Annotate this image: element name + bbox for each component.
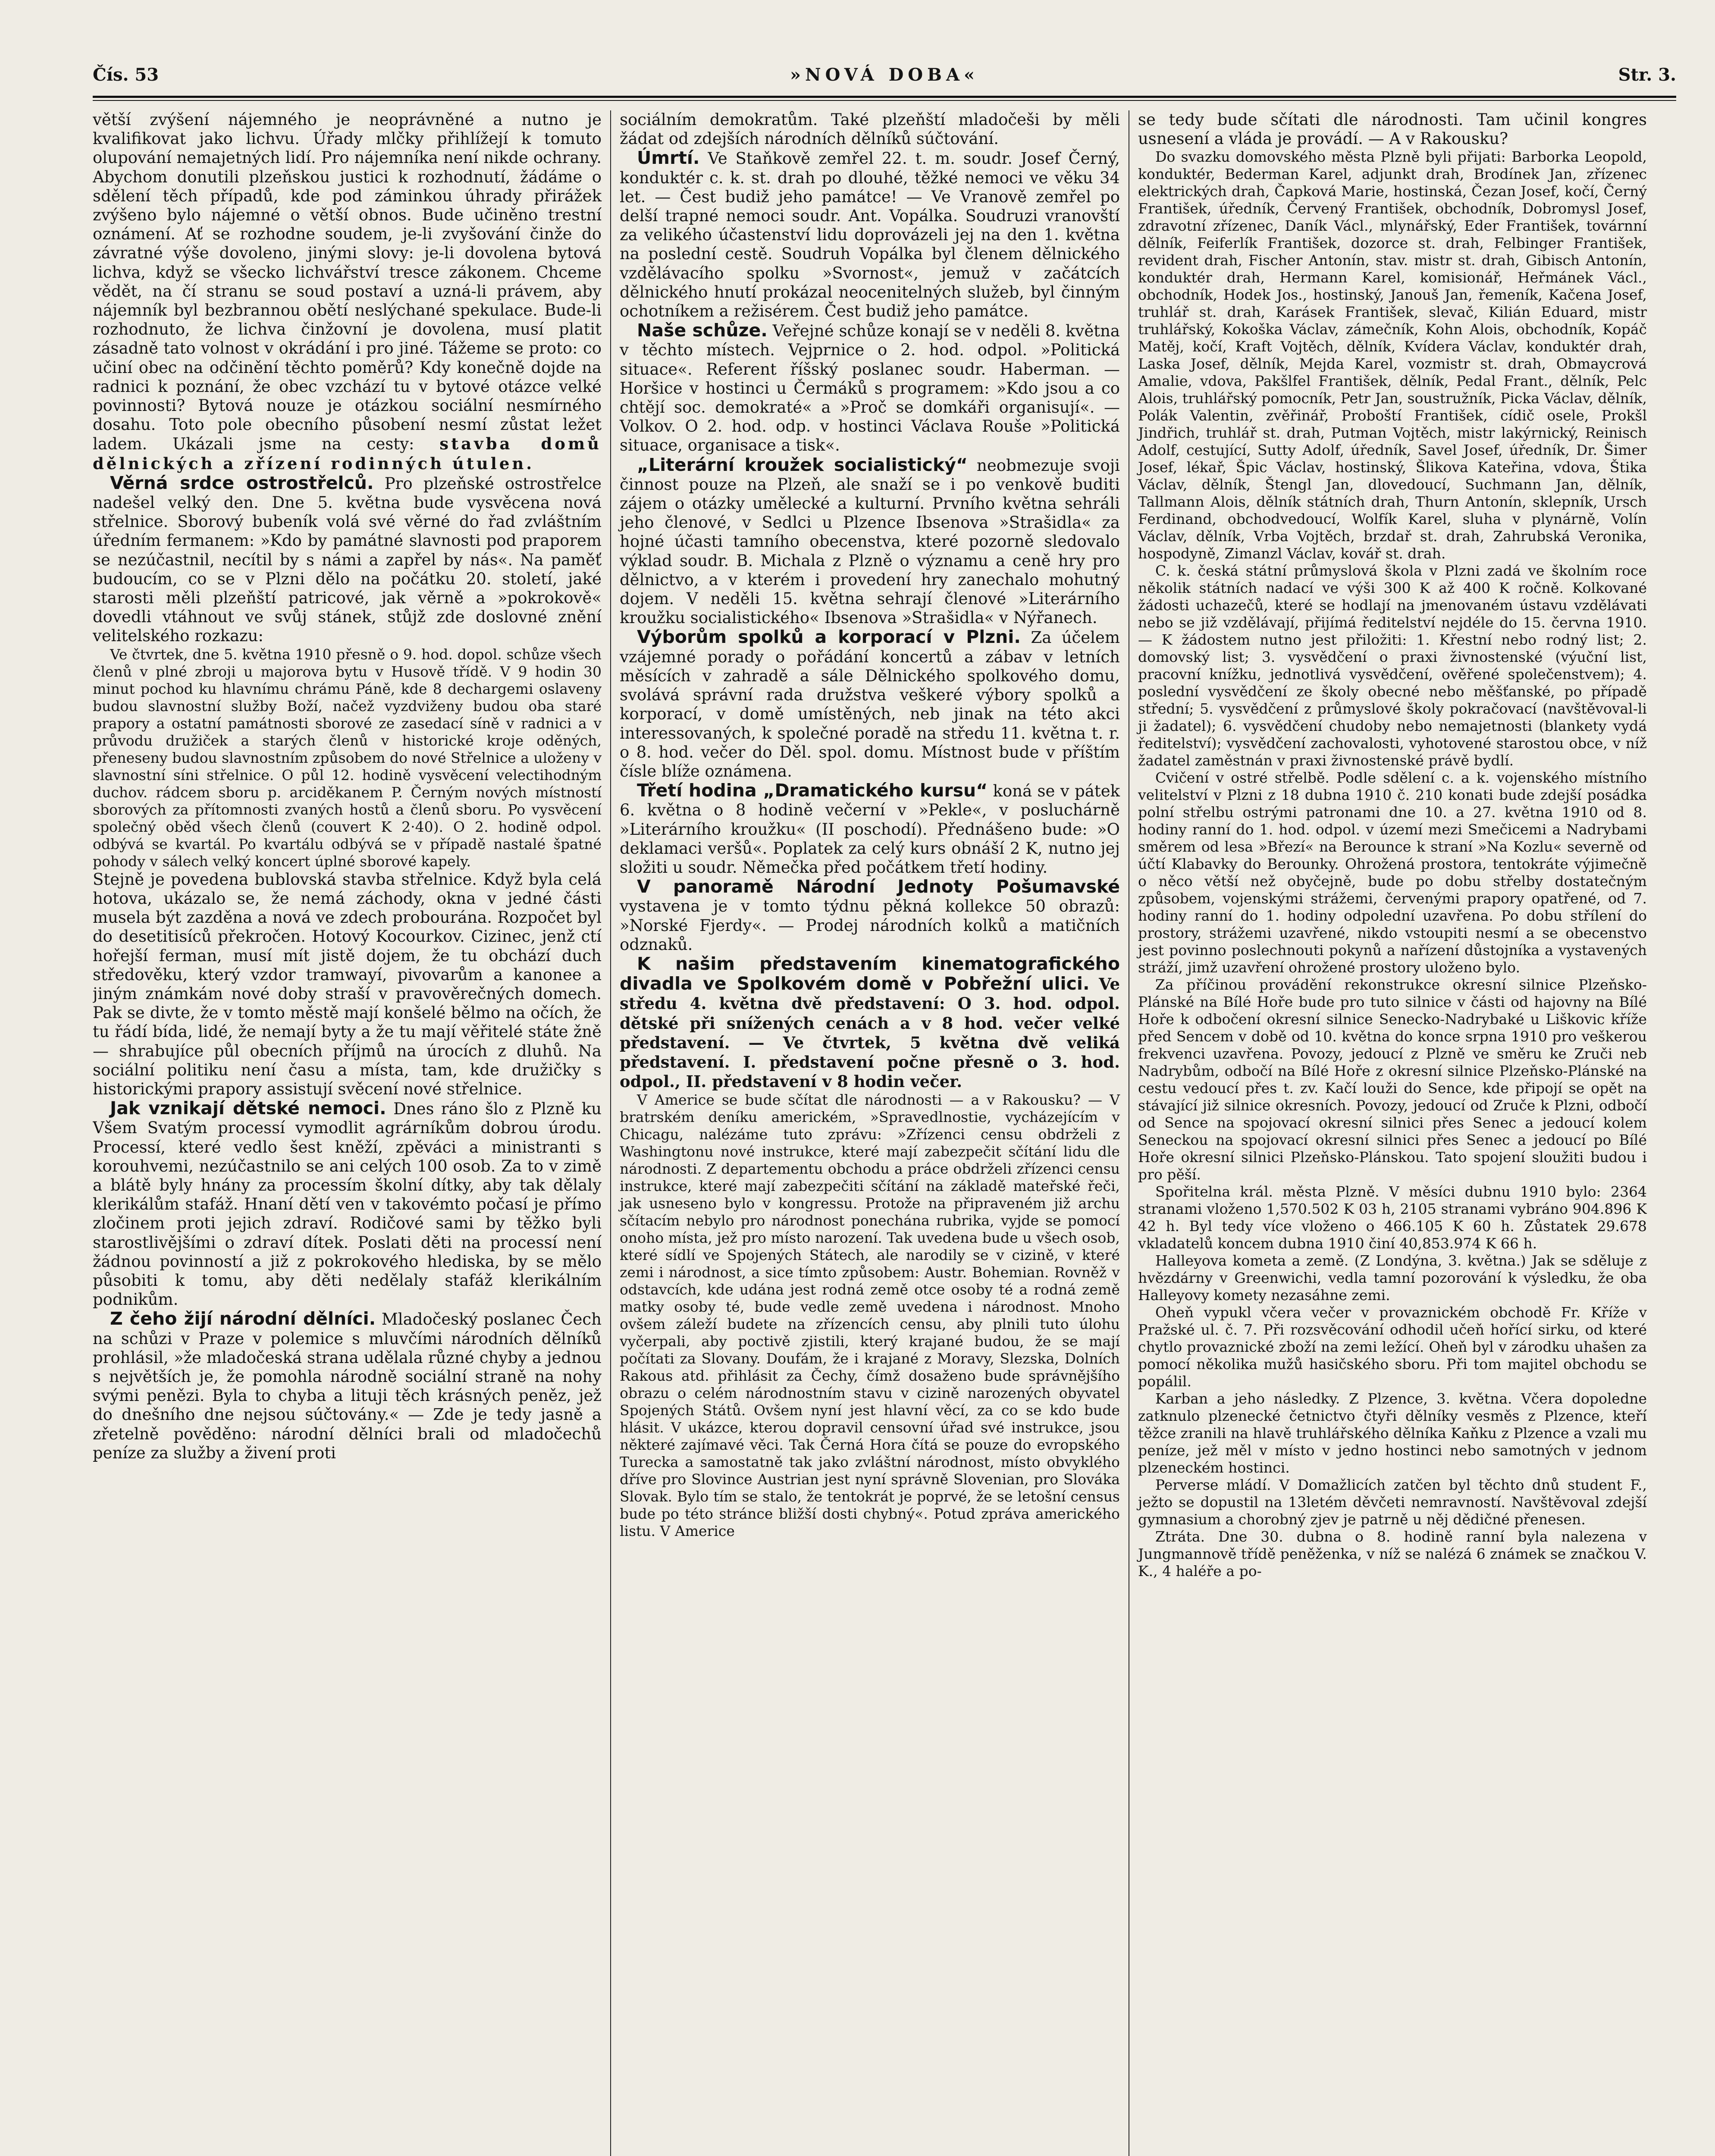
article-paragraph: Třetí hodina „Dramatického kursu“ koná se v pátek 6. května o 8 hodině večerní v »Pekle«, v posluchárně »Literárního kroužku« (II poschodí). Přednášeno bude: »O deklamaci veršů«. Poplatek za celý kurs obnáší 2 K, nutno jej složiti u soudr. Němečka před počátkem třetí hodiny.	[620, 780, 1120, 877]
header-rule-thin	[93, 100, 1676, 101]
article-paragraph: C. k. česká státní průmyslová škola v Plzni zadá ve školním roce několik státních nadací ve výši 300 K až 400 K ročně. Kolkované žádosti uchazečů, které se hodlají na jmenovaném ústavu vzdělávati nebo se již vzdělávají, přijímá ředitelství nejdéle do 15. června 1910. — K žádostem nutno jest přiložiti: 1. Křestní nebo rodný list; 2. domovský list; 3. vysvědčení o praxi živnostenské (výuční list, pracovní knížku, jednotlivá vysvědčení, ověřené společenstvem); 4. poslední vysvědčení ze školy obecné nebo měšťanské, po případě střední; 5. vysvědčení z průmyslové školy pokračovací (navštěvoval-li ji žadatel); 6. vysvědčení chudoby nebo nemajetnosti (blankety vydá ředitelství); vysvědčení zachovalosti, vyhotovené starostou obce, v níž žadatel zaměstnán v praxi živnostenské právě bydlí.	[1138, 562, 1647, 769]
article-paragraph: Stejně je povedena bublovská stavba střelnice. Když byla celá hotova, ukázalo se, že nemá záchody, okna v jedné části musela být zazděna a nová ve zdech probourána. Rozpočet byl do desetitisíců překročen. Hotový Kocourkov. Cizinec, jenž ctí hořejší ferman, musí mít jistě dojem, že tu obchází duch středověku, který vzdor tramwayí, pivovarům a kanonee a jiným známkám nové doby straší v pravověrečných domech. Pak se divte, že v tomto městě mají konšelé bělmo na očích, že tu řádí bída, lidé, že nemají byty a že tu mají věřitelé státe žně — shrabujíce půl obecních příjmů na úrocích z dluhů. Na sociální politiku není času a místa, tam, kde družičky s historickými prapory assistují svěcení nové střelnice.	[93, 870, 602, 1098]
article-paragraph: K našim představením kinematografického divadla ve Spolkovém domě v Pobřežní ulici. Ve středu 4. května dvě představení: O 3. hod. odpol. dětské při snížených cenách a v 8 hod. večer velké představení. — Ve čtvrtek, 5 května dvě veliká představení. I. představení počne přesně o 3. hod. odpol., II. představení v 8 hodin večer.	[620, 953, 1120, 1091]
article-paragraph: Z čeho žijí národní dělníci. Mladočeský poslanec Čech na schůzi v Praze v polemice s mluvčími národních dělníků prohlásil, »že mladočeská strana udělala různé chyby a jednou s největších je, že pomohla národně sociální straně na nohy svými penězi. Byla to chyba a lituji těch krásných peněz, jež do dnešního dne nejsou súčtovány.« — Zde je tedy jasně a zřetelně pověděno: národní dělníci brali od mladočechů peníze za služby a živení proti	[93, 1308, 602, 1462]
article-heading: „Literární kroužek socialistický“	[637, 454, 968, 475]
header-rule	[93, 96, 1676, 98]
article-paragraph: se tedy bude sčítati dle národnosti. Tam učinil kongres usnesení a vláda je provádí. — A v Rakousku?	[1138, 110, 1647, 148]
article-paragraph: sociálním demokratům. Také plzeňští mladočeši by měli žádat od zdejších národních dělníků súčtování.	[620, 110, 1120, 148]
article-paragraph: větší zvýšení nájemného je neoprávněné a nutno je kvalifikovat jako lichvu. Úřady mlčky přihlížejí k tomuto olupování nemajetných lidí. Pro nájemníka není nikde ochrany. Abychom donutili plzeňskou justici k rozhodnutí, žádáme o sdělení těch případů, kde pod záminkou úhrady přirážek zvýšeno bylo nájemné o větší obnos. Bude učiněno trestní oznámení. Ať se rozhodne soudem, je-li zvyšování činže do závratné výše dovoleno, jinými slovy: je-li dovolena bytová lichva, když se všecko lichvářství tresce zákonem. Chceme vědět, na čí stranu se soud postaví a uzná-li právem, aby nájemník byl bezbrannou obětí neslýchané spekulace. Bude-li rozhodnuto, že lichva činžovní je dovolena, musí platit zásadně tato volnost v okrádání i pro jiné. Tážeme se proto: co učiní obec na odčinění těchto poměrů? Kdy konečně dojde na radnici k poznání, že obec vzchází tu v bytové otázce velké povinnosti? Bytová nouze je otázkou sociální nesmírného dosahu. Toto pole obecního působení nesmí zůstat ležet ladem. Ukázali jsme na cesty: stavba domů dělnických a zřízení rodinných útulen.	[93, 110, 602, 473]
article-paragraph: Karban a jeho následky. Z Plzence, 3. května. Včera dopoledne zatknulo plzenecké četnictvo čtyři dělníky vesměs z Plzence, kteří těžce zranili na hlavě truhlářského dělníka Kaňku z Plzence a vzali mu peníze, jež měl v místo v jedno hostinci nebo samotných v jednom plzeneckém hostinci.	[1138, 1390, 1647, 1476]
article-heading: Naše schůze.	[637, 320, 768, 341]
article-paragraph: V Americe se bude sčítat dle národnosti — a v Rakousku? — V bratrském deníku americkém, »Spravedlnostie, vycházejícím v Chicagu, nalézáme tuto zprávu: »Zřízenci censu obdrželi z Washingtonu nové instrukce, které mají zabezpečit sčítání lidu dle národnosti. Z departementu obchodu a práce obdrželi zřízenci censu instrukce, které mají zabezpečiti sčítání na základě mateřské řeči, jak usneseno bylo v kongressu. Protože na připraveném již archu sčítacím nebylo pro národnost ponechána rubrika, vyjde se pomocí onoho místa, jež pro místo narození. Tak uvedena bude u všech osob, které sídlí ve Spojených Státech, ale narodily se v cizině, v které zemi i národnost, a sice tímto způsobem: Austr. Bohemian. Rovněž v odstavcích, kde udána jest rodná země otce osoby té a rodná země matky osoby té, bude vedle země uvedena i národnost. Mnoho ovšem záleží budete na zřízencích censu, aby plnili tuto úlohu vyčerpali, aby poctivě zjistili, který krajané budou, že se mají počítati za Slovany. Doufám, že i krajané z Moravy, Slezska, Dolních Rakous atd. přihlásit za Čechy, čímž dosaženo bude správnějšího obrazu o celém národnostním stavu v cizině narozených obyvatel Spojených Států. Ovšem nyní jest hlavní věcí, za co se kdo bude hlásit. V ukázce, kterou dopravil censovní úřad své instrukce, jsou některé zajímavé věci. Tak Černá Hora čítá se pouze do evropského Turecka a samostatně tak jako zvláštní národnost, místo obvyklého dříve pro Slovince Austrian jest nyní správně Slovenian, pro Slováka Slovak. Bylo tím se stalo, že tentokrát je poprvé, že se letošní census bude po této stránce bližší dosti chybný«. Potud zpráva amerického listu. V Americe	[620, 1091, 1120, 1540]
article-paragraph: Za příčinou provádění rekonstrukce okresní silnice Plzeňsko-Plánské na Bílé Hoře bude pro tuto silnice v části od hajovny na Bílé Hoře k odbočení okresní silnice Senecko-Nadrybaké u Liškovic kříže před Sencem v době od 10. května do konce srpna 1910 pro veškerou frekvenci uzavřena. Povozy, jedoucí z Plzně ve směru ke Zruči neb Nadrybům, odbočí na Bílé Hoře z okresní silnice Plzeňsko-Plánské na cestu vedoucí přes t. zv. Kačí louži do Sence, kde připojí se opět na stávající již silnice okresních. Povozy, jedoucí od Zruče k Plzni, odbočí od Sence na spojovací okresní silnici přes Senec a jedoucí kolem Seneckou na spojovací okresní silnici přes Senec a jedoucí po Bílé Hoře okresní silnici Plzeňsko-Plánskou. Tato spojení sloužiti budou i pro pěší.	[1138, 976, 1647, 1183]
article-heading: Výborům spolků a korporací v Plzni.	[637, 627, 1021, 648]
article-paragraph: Oheň vypukl včera večer v provaznickém obchodě Fr. Kříže v Pražské ul. č. 7. Při rozsvěcování odhodil učeň hořící sirku, od které chytlo provaznické zboží na zemi ležící. Oheň byl v zárodku uhašen za pomocí několika mužů hasičského sboru. Při tom majitel obchodu se popálil.	[1138, 1304, 1647, 1390]
article-paragraph: Do svazku domovského města Plzně byli přijati: Barborka Leopold, konduktér, Bederman Karel, adjunkt drah, Brodínek Jan, zřízenec elektrických drah, Čapková Marie, hostinská, Čezan Josef, kočí, Černý František, úředník, Červený František, obchodník, Dobromysl Josef, zdravotní zřízenec, Daník Václ., mlynářský, Eder František, továrnní dělník, Feiferlík František, dozorce st. drah, Felbinger František, revident drah, Fischer Antonín, stav. mistr st. drah, Gibisch Antonín, konduktér drah, Hermann Karel, komisionář, Heřmánek Václ., obchodník, Hodek Jos., hostinský, Janouš Jan, řemeník, Kačena Josef, truhlář st. drah, Karásek František, slevač, Kilián Eduard, mistr truhlářský, Kokoška Václav, zámečník, Kohn Alois, obchodník, Kopáč Matěj, kočí, Kraft Vojtěch, dělník, Kvídera Václav, konduktér drah, Laska Josef, dělník, Mejda Karel, vozmistr st. drah, Obmaycrová Amalie, vdova, Pakšlfel František, dělník, Pedal Frant., dělník, Pelc Alois, truhlářský pomocník, Petr Jan, soustružník, Picka Václav, dělník, Polák Valentin, zvěřinář, Proboští František, cídič osele, Prokšl Jindřich, truhlář st. drah, Putman Vojtěch, mistr lakýrnický, Reinisch Adolf, cestující, Sutty Adolf, úředník, Savel Josef, úředník, Dr. Šimer Josef, lékař, Špic Václav, hostinský, Šlikova Kateřina, vdova, Štika Václav, dělník, Štengl Jan, dlovedoucí, Suchmann Jan, dělník, Tallmann Alois, dělník státních drah, Thurn Antonín, sklepník, Ursch Ferdinand, obchodvedoucí, Wolfík Karel, sluha v plynárně, Volín Václav, dělník, Vrba Vojtěch, brzdař st. drah, Zahrubská Veronika, hospodyně, Zimanzl Václav, kovář st. drah.	[1138, 148, 1647, 562]
article-paragraph: Úmrtí. Ve Staňkově zemřel 22. t. m. soudr. Josef Černý, konduktér c. k. st. drah po dlouhé, těžké nemoci ve věku 34 let. — Čest budiž jeho památce! — Ve Vranově zemřel po delší trapné nemoci soudr. Ant. Vopálka. Soudruzi vranovští za velikého účastenství lidu doprovázeli jej na den 1. května na poslední cestě. Soudruh Vopálka byl členem dělnického vzdělávacího spolku »Svornost«, jemuž v začátcích dělnického hnutí prokázal neocenitelných služeb, byl činným ochotníkem a režisérem. Čest budiž jeho památce.	[620, 147, 1120, 321]
article-paragraph: Perverse mládí. V Domažlicích zatčen byl těchto dnů student F., ježto se dopustil na 13letém děvčeti nemravností. Navštěvoval zdejší gymnasium a chorobný zjev je patrně u něj dědičné přenesen.	[1138, 1476, 1647, 1528]
article-paragraph: Jak vznikají dětské nemoci. Dnes ráno šlo z Plzně ku Všem Svatým processí vymodlit agrárníkům dobrou úrodu. Processí, které vedlo šest kněží, zpěváci a ministranti s korouhvemi, nezúčastnilo se ani celých 100 osob. Za to v zimě a blátě byly hnány za processím školní dítky, aby tak dělaly klerikálům stafáž. Hnaní dětí ven v takovémto počasí je přímo zločinem proti jejich zdraví. Rodičové sami by těžko byli starostlivějšími o zdraví dítek. Poslati děti na processí není žádnou povinností a již z pokrokového hlediska, by se mělo působiti k tomu, aby děti nedělaly stafáž klerikálním podnikům.	[93, 1098, 602, 1309]
quoted-order: Ve čtvrtek, dne 5. května 1910 přesně o 9. hod. dopol. schůze všech členů v plné zbroji u majorova bytu v Husově třídě. V 9 hodin 30 minut pochod ku hlavnímu chrámu Páně, kde 8 dechargemi oslaveny budou slavnostní služby Boží, načež vyzdviženy budou oba staré prapory a ostatní památnosti sborové ze zasedací síně v radnici a v průvodu družiček a starých členů v historické kroje oděných, přeneseny budou slavnostním způsobem do nové Střelnice a uloženy v slavnostní síni střelnice. O půl 12. hodině vysvěcení velectihodným duchov. rádcem sboru p. arciděkanem P. Černým nových místností sborových za přítomnosti zvaných hostů a členů sboru. Po vysvěcení společný oběd všech členů (couvert K 2·40). O 2. hodině odpol. odbývá se kvartál. Po kvartálu odbývá se v případě nastalé špatné pohody v sálech velký koncert úplné sborové kapely.	[93, 646, 602, 870]
article-paragraph: Halleyova kometa a země. (Z Londýna, 3. května.) Jak se sděluje z hvězdárny v Greenwichi, vedla tamní pozorování k výsledku, že oba Halleyovy komety nezasáhne zemi.	[1138, 1252, 1647, 1304]
article-paragraph: Cvičení v ostré střelbě. Podle sdělení c. a k. vojenského místního velitelství v Plzni z 18 dubna 1910 č. 210 konati bude zdejší posádka polní střelbu ostrými patronami dne 10. a 27. května 1910 od 8. hodiny ranní do 1. hod. odpol. v území mezi Smečicemi a Nadrybami směrem od lesa »Březí« na Berounce k straní »Na Kozlu« severně od účtí Klabavky do Berounky. Ohrožená prostora, tentokráte výjimečně o něco větší než obyčejně, bude po dobu střelby dostatečným způsobem, vojenskými strážemi, červenými prapory opatřené, od 7. hodiny ranní do 1. hodiny odpolední uzavřena. Po dobu střílení do prostory, strážemi uzavřené, nikdo vstoupiti nesmí a se obecenstvo jest povinno poslechnouti pokynů a nařízení důstojníka a vystavených stráží, jimž uzavření ohrožené prostory uloženo bylo.	[1138, 769, 1647, 976]
column-2	[611, 110, 1129, 2156]
article-paragraph: V panoramě Národní Jednoty Pošumavské vystavena je v tomto týdnu pěkná kollekce 50 obrazů: »Norské Fjerdy«. — Prodej národních kolků a matičních odznaků.	[620, 876, 1120, 954]
article-paragraph: Ztráta. Dne 30. dubna o 8. hodině ranní byla nalezena v Jungmannově třídě peněženka, v níž se nalézá 6 známek se značkou V. K., 4 haléře a po-	[1138, 1528, 1647, 1580]
article-heading: Jak vznikají dětské nemoci.	[110, 1098, 386, 1119]
article-heading: Úmrtí.	[637, 147, 700, 169]
article-paragraph: Výborům spolků a korporací v Plzni. Za účelem vzájemné porady o pořádání koncertů a zábav v letních měsících v zahradě a sále Dělnického spolkového domu, svolává správní rada družstva veškeré výbory spolků a korporací, v domě umístěných, neb jinak na této akci interessovaných, k společné poradě na středu 11. května t. r. o 8. hod. večer do Děl. spol. domu. Místnost bude v příštím čísle blíže oznámena.	[620, 627, 1120, 780]
newspaper-title: »NOVÁ DOBA«	[790, 65, 979, 85]
article-paragraph: Spořitelna král. města Plzně. V měsíci dubnu 1910 bylo: 2364 stranami vloženo 1,570.502 K 03 h, 2105 stranami vybráno 904.896 K 42 h. Byl tedy více vloženo o 466.105 K 60 h. Zůstatek 29.678 vkladatelů koncem dubna 1910 činí 40,853.974 K 66 h.	[1138, 1183, 1647, 1252]
article-heading: Věrná srdce ostrostřelců.	[110, 472, 374, 493]
article-paragraph: „Literární kroužek socialistický“ neobmezuje svoji činnost pouze na Plzeň, ale snaží se i po venkově buditi zájem o otázky umělecké a kulturní. Prvního května sehráli jeho členové, v Sedlci u Plzence Ibsenova »Strašidla« za hojné účasti tamního obecenstva, které pozorně sledovalo výklad soudr. B. Michala z Plzně o významu a ceně hry pro dělnictvo, a v kterém i provedení hry zanechalo mohutný dojem. V neděli 15. května sehrají členové »Literárního kroužku socialistického« Ibsenova »Strašidla« v Nýřanech.	[620, 454, 1120, 627]
column-1	[93, 110, 610, 2156]
article-heading: Třetí hodina „Dramatického kursu“	[637, 780, 988, 801]
article-paragraph: Naše schůze. Veřejné schůze konají se v neděli 8. května v těchto místech. Vejprnice o 2. hod. odpol. »Politická situace«. Referent říšský poslanec soudr. Haberman. — Horšice v hostinci u Čermáků s programem: »Kdo jsou a co chtějí soc. demokraté« a »Proč se domkáři organisují«. — Volkov. O 2. hod. odp. v hostinci Václava Rouše »Politická situace, organisace a tisk«.	[620, 320, 1120, 455]
article-paragraph: Věrná srdce ostrostřelců. Pro plzeňské ostrostřelce nadešel velký den. Dne 5. května bude vysvěcena nová střelnice. Sborový bubeník volá své věrné do řad zvláštním úředním fermanem: »Kdo by památné slavnosti pod praporem se nezúčastnil, necítil by s námi a zapřel by nás«. Na paměť budoucím, co se v Plzni dělo na počátku 20. století, jaké starosti měli plzeňští patricové, jak věrně a »pokrokově« dovedli vtáhnout ve svůj stánek, stůjž zde doslovné znění velitelského rozkazu:	[93, 472, 602, 646]
issue-number: Čís. 53	[93, 65, 159, 85]
spaced-emphasis: stavba domů dělnických a zřízení rodinných útulen.	[93, 434, 602, 473]
page-number: Str. 3.	[1618, 65, 1676, 85]
page-header	[93, 65, 1676, 91]
article-columns	[93, 110, 1676, 2156]
article-heading: K našim představením kinematografického divadla ve Spolkovém domě v Pobřežní ulici.	[620, 953, 1120, 994]
column-3	[1129, 110, 1647, 2156]
article-heading: V panoramě Národní Jednoty Pošumavské	[637, 876, 1120, 897]
article-heading: Z čeho žijí národní dělníci.	[110, 1308, 376, 1329]
